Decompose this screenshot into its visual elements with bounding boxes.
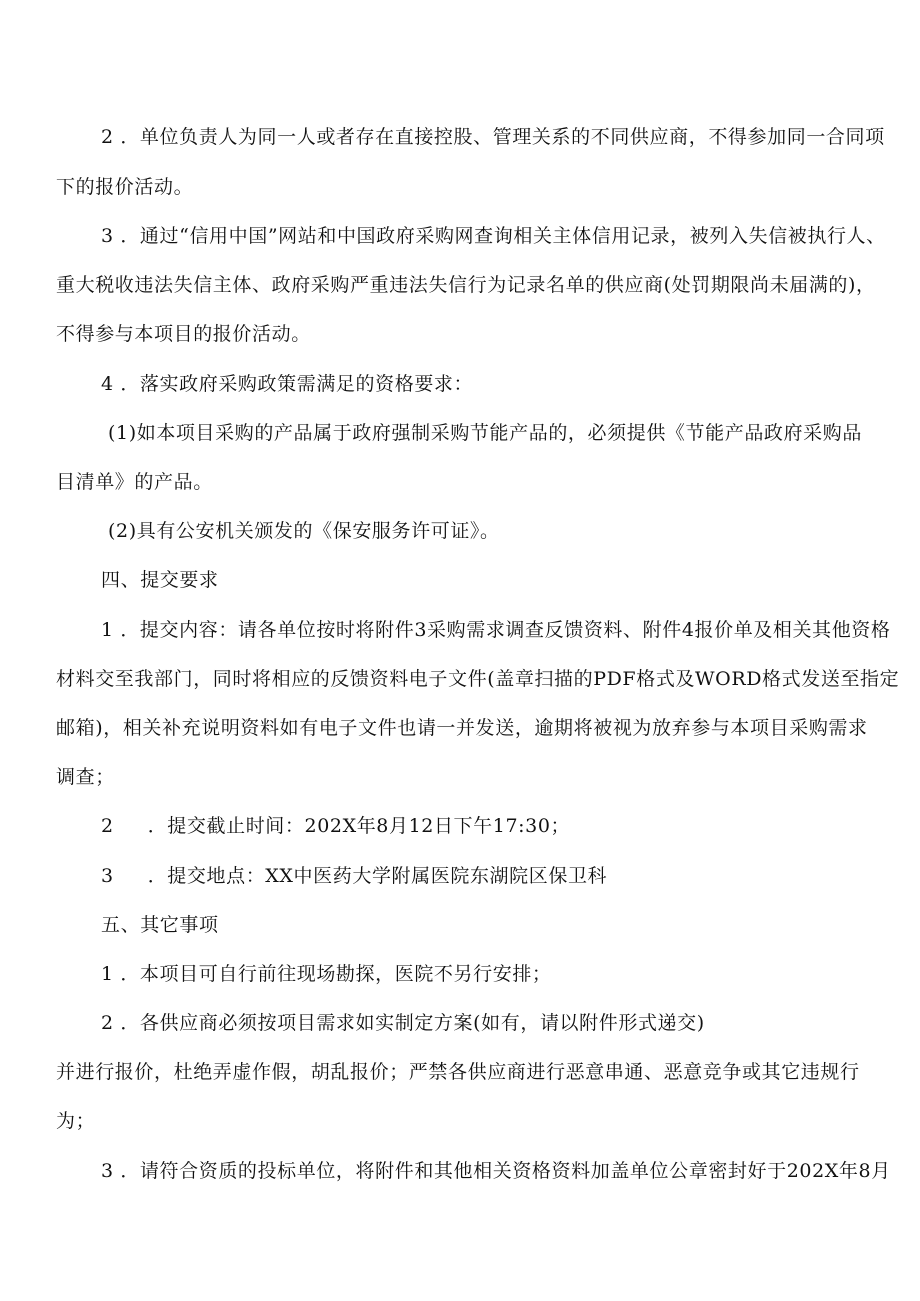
item4-sub1-line2: 目清单》的产品。 [56,471,213,493]
section4-item1-line1: 1 ．提交内容：请各单位按时将附件3采购需求调查反馈资料、附件4报价单及相关其他资格 [101,619,891,641]
section4-item1-line4: 调查； [56,766,115,788]
item3-line1: 3 ．通过“信用中国”网站和中国政府采购网查询相关主体信用记录，被列入失信被执行人、 [101,225,886,247]
section5-item1: 1 ．本项目可自行前往现场勘探，医院不另行安排； [101,963,552,985]
section4-item2 [101,813,920,839]
section5-heading: 五、其它事项 [101,914,219,936]
section5-item2-line2: 并进行报价，杜绝弄虚作假，胡乱报价；严禁各供应商进行恶意串通、恶意竞争或其它违规行 [56,1061,860,1083]
item3-line3: 不得参与本项目的报价活动。 [56,323,311,345]
section4-item2-num: 2 [101,815,114,837]
section5-item3-line1: 3 ．请符合资质的投标单位，将附件和其他相关资格资料加盖单位公章密封好于202X年8月 [101,1160,891,1182]
item2-line1: 2 ．单位负责人为同一人或者存在直接控股、管理关系的不同供应商，不得参加同一合同项 [101,126,885,148]
section5-item2-line3: 为； [56,1110,96,1132]
item4-line1: 4 ．落实政府采购政策需满足的资格要求： [101,373,474,395]
section5-item2-line1: 2 ．各供应商必须按项目需求如实制定方案(如有，请以附件形式递交) [101,1012,705,1034]
item4-sub1-line1: (1)如本项目采购的产品属于政府强制采购节能产品的，必须提供《节能产品政府采购品 [108,422,862,444]
item3-line2: 重大税收违法失信主体、政府采购严重违法失信行为记录名单的供应商(处罚期限尚未届满的)， [56,274,876,296]
section4-item3-num: 3 [101,865,114,887]
section4-item1-line2: 材料交至我部门，同时将相应的反馈资料电子文件(盖章扫描的PDF格式及WORD格式发送至指定 [56,668,900,690]
section4-heading: 四、提交要求 [101,569,219,591]
section4-item1-line3: 邮箱)，相关补充说明资料如有电子文件也请一并发送，逾期将被视为放弃参与本项目采购需求 [56,717,868,739]
section4-item2-text: ．提交截止时间：202X年8月12日下午17:30； [147,815,571,837]
item4-sub2: (2)具有公安机关颁发的《保安服务许可证》。 [108,520,500,542]
section4-item3 [101,863,920,889]
section4-item3-text: ．提交地点：XX中医药大学附属医院东湖院区保卫科 [147,865,608,887]
item2-line2: 下的报价活动。 [56,176,194,198]
